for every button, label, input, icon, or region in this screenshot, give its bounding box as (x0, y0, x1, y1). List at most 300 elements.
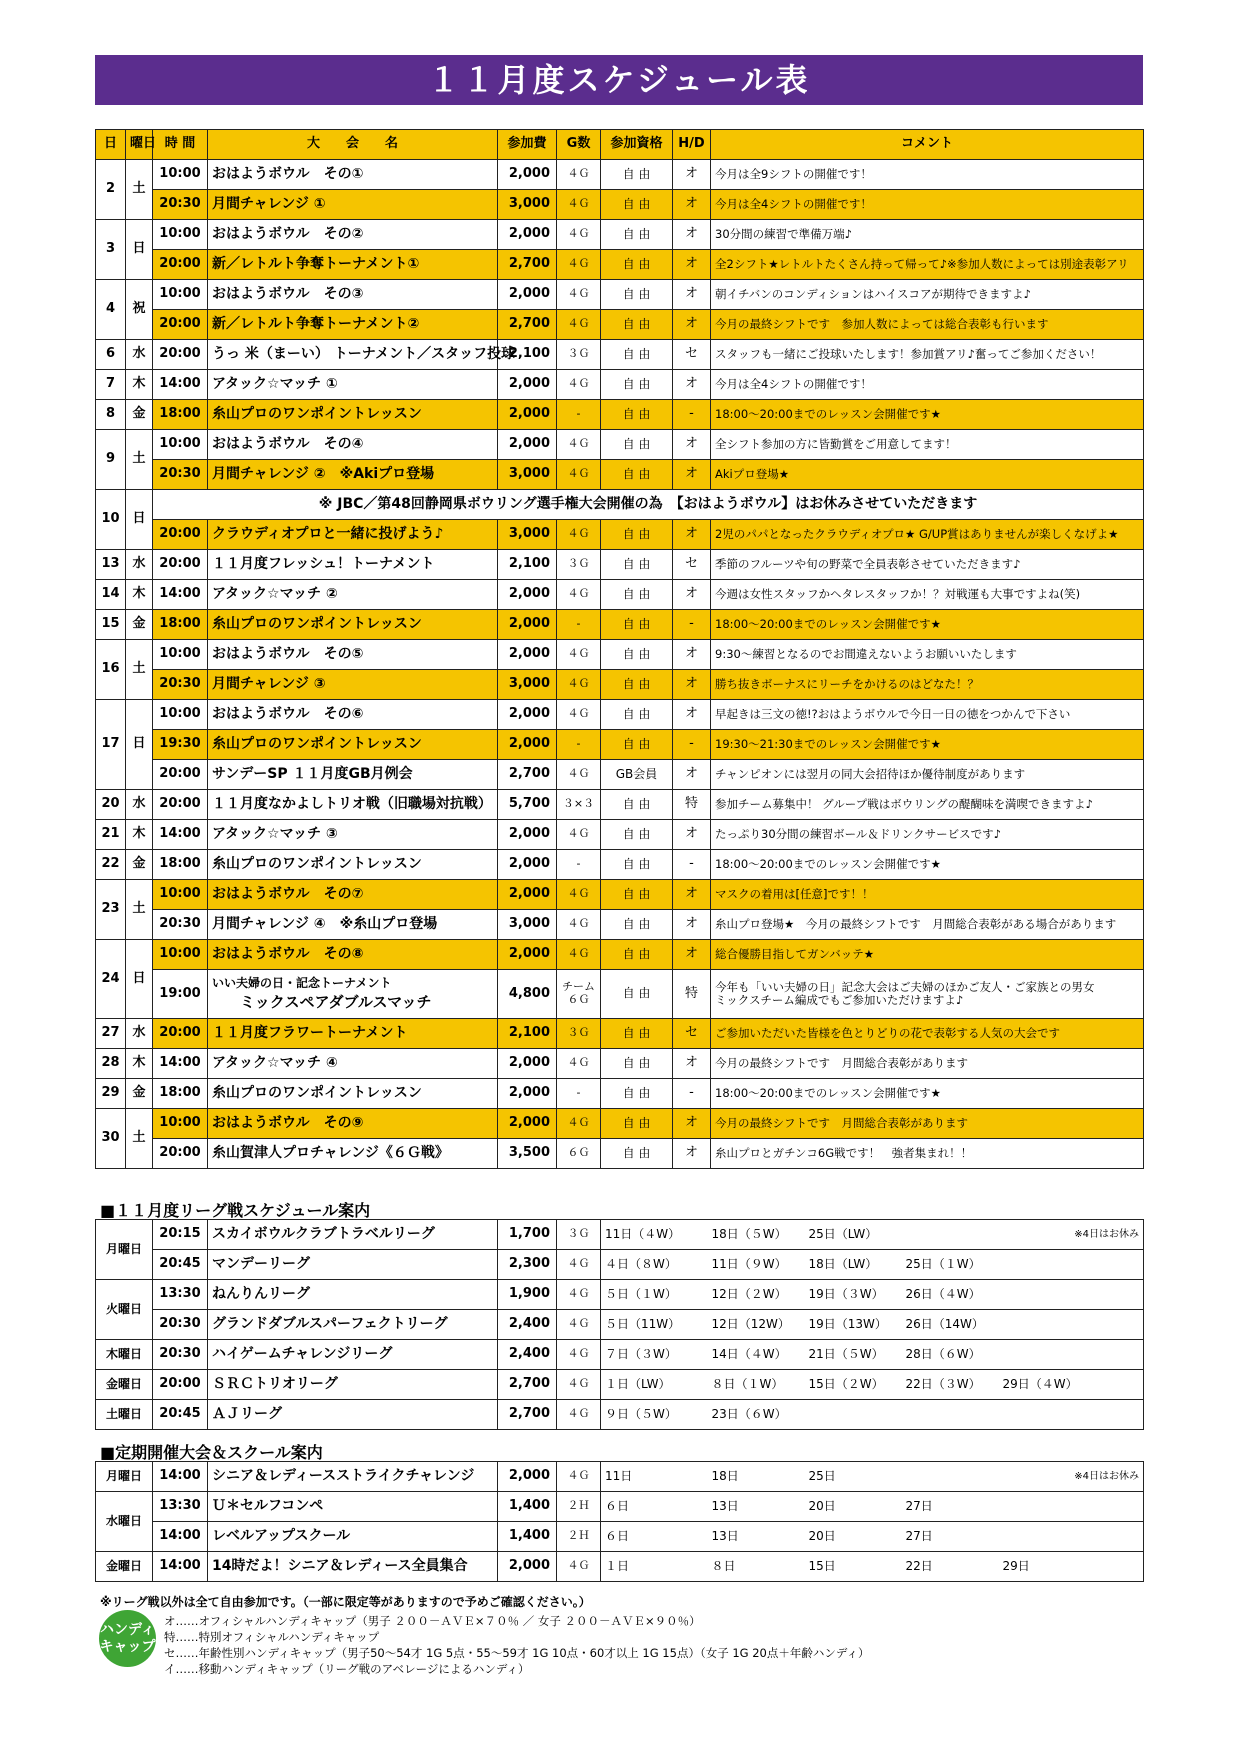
time-cell: 14:00 (153, 1522, 208, 1552)
event-name-cell: うっ 米（まーい） トーナメント／スタッフ投球 (208, 340, 498, 370)
time-cell: 10:00 (153, 940, 208, 970)
dow-cell: 水 (126, 340, 153, 370)
time-cell: 20:00 (153, 250, 208, 280)
games-line2: ６Ｇ (567, 993, 590, 1006)
fee-cell: 1,400 (498, 1492, 557, 1522)
event-name-cell: おはようボウル その③ (208, 280, 498, 310)
time-cell: 20:30 (153, 1340, 208, 1370)
regular-section-title: ■定期開催大会＆スクール案内 (100, 1443, 323, 1462)
comment-cell (711, 970, 1144, 1019)
qualification-cell: 自 由 (601, 640, 673, 670)
schedule-row (96, 1019, 1144, 1049)
handicap-cell: オ (673, 1049, 711, 1079)
time-cell: 20:00 (153, 1139, 208, 1169)
schedule-table (95, 129, 1144, 1169)
fee-cell: 2,000 (498, 220, 557, 250)
header-comment: コメント (711, 130, 1144, 160)
dow-cell: 土 (126, 880, 153, 940)
day-cell: 13 (96, 550, 126, 580)
games-cell: - (557, 730, 601, 760)
handicap-badge-line2: キャップ (99, 1638, 156, 1655)
handicap-badge (99, 1610, 156, 1667)
time-cell: 10:00 (153, 1109, 208, 1139)
fee-cell: 2,000 (498, 640, 557, 670)
header-name: 大 会 名 (208, 130, 498, 160)
handicap-cell: - (673, 850, 711, 880)
date-cell (999, 1400, 1061, 1430)
time-cell: 10:00 (153, 160, 208, 190)
games-cell: ４Ｇ (557, 160, 601, 190)
header-qualification: 参加資格 (601, 130, 673, 160)
event-name-cell: おはようボウル その④ (208, 430, 498, 460)
time-cell: 18:00 (153, 850, 208, 880)
weekday-cell: 月曜日 (96, 1220, 153, 1280)
comment-cell: 18:00～20:00までのレッスン会開催です★ (711, 850, 1144, 880)
fee-cell: 3,000 (498, 190, 557, 220)
fee-cell: 2,000 (498, 580, 557, 610)
comment-cell: 19:30～21:30までのレッスン会開催です★ (711, 730, 1144, 760)
day-cell: 9 (96, 430, 126, 490)
dow-cell: 水 (126, 1019, 153, 1049)
time-cell: 19:00 (153, 970, 208, 1019)
qualification-cell: 自 由 (601, 190, 673, 220)
comment-cell: 2児のパパとなったクラウディオプロ★ G/UP賞はありませんが楽しくなげよ★ (711, 520, 1144, 550)
fee-cell: 2,000 (498, 1109, 557, 1139)
handicap-item: 特……特別オフィシャルハンディキャップ (164, 1630, 380, 1644)
comment-cell: 今月は全4シフトの開催です！ (711, 190, 1144, 220)
event-name-cell: 新／レトルト争奪トーナメント① (208, 250, 498, 280)
fee-cell: 2,000 (498, 610, 557, 640)
games-cell: ４Ｇ (557, 1280, 601, 1310)
dow-cell: 土 (126, 160, 153, 220)
games-cell: ３Ｇ (557, 550, 601, 580)
header-time: 時 間 (153, 130, 208, 160)
time-cell: 13:30 (153, 1492, 208, 1522)
handicap-cell: オ (673, 310, 711, 340)
date-cell (805, 1400, 902, 1430)
qualification-cell: 自 由 (601, 610, 673, 640)
date-cell (999, 1462, 1061, 1492)
note-cell (1061, 1400, 1144, 1430)
handicap-cell: オ (673, 370, 711, 400)
games-cell: ４Ｇ (557, 940, 601, 970)
note-cell (1061, 1492, 1144, 1522)
date-cell: 12日（12W） (708, 1310, 805, 1340)
fee-cell: 2,000 (498, 430, 557, 460)
regular-row (96, 1552, 1144, 1582)
qualification-cell: 自 由 (601, 220, 673, 250)
event-name-cell: 糸山プロのワンポイントレッスン (208, 400, 498, 430)
games-cell: ４Ｇ (557, 220, 601, 250)
schedule-row (96, 1079, 1144, 1109)
comment-cell: 今月は全9シフトの開催です！ (711, 160, 1144, 190)
date-cell: ４日（８W） (601, 1250, 708, 1280)
comment-cell: チャンピオンには翌月の同大会招待ほか優待制度があります (711, 760, 1144, 790)
fee-cell: 2,000 (498, 1552, 557, 1582)
schedule-row (96, 160, 1144, 190)
date-cell (902, 1220, 999, 1250)
note-cell: ※4日はお休み (1061, 1220, 1144, 1250)
games-cell: ４Ｇ (557, 1462, 601, 1492)
time-cell: 14:00 (153, 1552, 208, 1582)
date-cell: 20日 (805, 1492, 902, 1522)
date-cell: 11日（９W） (708, 1250, 805, 1280)
comment-cell: 18:00～20:00までのレッスン会開催です★ (711, 610, 1144, 640)
fee-cell: 1,400 (498, 1522, 557, 1552)
games-cell: ４Ｇ (557, 460, 601, 490)
dow-cell: 木 (126, 580, 153, 610)
qualification-cell: 自 由 (601, 850, 673, 880)
event-name-cell: グランドダブルスパーフェクトリーグ (208, 1310, 498, 1340)
date-cell: 14日（４W） (708, 1340, 805, 1370)
schedule-row (96, 670, 1144, 700)
fee-cell: 2,100 (498, 550, 557, 580)
event-name-cell: アタック☆マッチ ① (208, 370, 498, 400)
event-name-cell: Ｕ＊セルフコンペ (208, 1492, 498, 1522)
fee-cell: 2,700 (498, 1400, 557, 1430)
day-cell: 17 (96, 700, 126, 790)
schedule-row (96, 280, 1144, 310)
time-cell: 20:00 (153, 1370, 208, 1400)
fee-cell: 1,700 (498, 1220, 557, 1250)
dow-cell: 日 (126, 940, 153, 1019)
time-cell: 18:00 (153, 400, 208, 430)
comment-line2: ミックスチーム編成でもご参加いただけますよ♪ (715, 993, 964, 1007)
dow-cell: 土 (126, 430, 153, 490)
date-cell: 27日 (902, 1492, 999, 1522)
games-cell: ４Ｇ (557, 1370, 601, 1400)
day-cell: 21 (96, 820, 126, 850)
schedule-row (96, 820, 1144, 850)
comment-cell: ご参加いただいた皆様を色とりどりの花で表彰する人気の大会です (711, 1019, 1144, 1049)
time-cell: 14:00 (153, 1049, 208, 1079)
qualification-cell: 自 由 (601, 250, 673, 280)
header-fee: 参加費 (498, 130, 557, 160)
schedule-row (96, 400, 1144, 430)
fee-cell: 2,000 (498, 400, 557, 430)
event-name-cell: 糸山プロのワンポイントレッスン (208, 1079, 498, 1109)
qualification-cell: 自 由 (601, 1109, 673, 1139)
event-name-cell: ＡＪリーグ (208, 1400, 498, 1430)
schedule-row (96, 790, 1144, 820)
comment-cell: 今週は女性スタッフかヘタレスタッフか！？対戦運も大事ですよね(笑) (711, 580, 1144, 610)
date-cell (999, 1220, 1061, 1250)
time-cell: 20:45 (153, 1400, 208, 1430)
day-cell: 29 (96, 1079, 126, 1109)
dow-cell: 日 (126, 700, 153, 790)
day-cell: 22 (96, 850, 126, 880)
fee-cell: 2,400 (498, 1340, 557, 1370)
date-cell (999, 1250, 1061, 1280)
games-cell: ４Ｇ (557, 1552, 601, 1582)
games-cell: ４Ｇ (557, 310, 601, 340)
comment-cell: 朝イチバンのコンディションはハイスコアが期待できますよ♪ (711, 280, 1144, 310)
day-cell: 28 (96, 1049, 126, 1079)
comment-cell: 参加チーム募集中！ グループ戦はボウリングの醍醐味を満喫できますよ♪ (711, 790, 1144, 820)
fee-cell: 2,100 (498, 340, 557, 370)
games-cell: ４Ｇ (557, 1250, 601, 1280)
qualification-cell: 自 由 (601, 460, 673, 490)
event-name-cell: レベルアップスクール (208, 1522, 498, 1552)
handicap-cell: オ (673, 1109, 711, 1139)
schedule-row (96, 910, 1144, 940)
league-row (96, 1340, 1144, 1370)
comment-cell: 総合優勝目指してガンバッテ★ (711, 940, 1144, 970)
qualification-cell: 自 由 (601, 790, 673, 820)
handicap-cell: オ (673, 1139, 711, 1169)
schedule-row (96, 700, 1144, 730)
header-games: G数 (557, 130, 601, 160)
date-cell: 22日 (902, 1552, 999, 1582)
time-cell: 20:00 (153, 520, 208, 550)
qualification-cell: 自 由 (601, 310, 673, 340)
weekday-cell: 月曜日 (96, 1462, 153, 1492)
closure-note: ※ JBC／第48回静岡県ボウリング選手権大会開催の為 【おはようボウル】はお休みさせていただきます (153, 490, 1144, 520)
games-cell: ４Ｇ (557, 370, 601, 400)
qualification-cell: 自 由 (601, 430, 673, 460)
qualification-cell: 自 由 (601, 940, 673, 970)
date-cell: 19日（３W） (805, 1280, 902, 1310)
date-cell: ６日 (601, 1492, 708, 1522)
event-name-cell: おはようボウル その① (208, 160, 498, 190)
comment-cell: たっぷり30分間の練習ボール＆ドリンクサービスです♪ (711, 820, 1144, 850)
date-cell: 21日（５W） (805, 1340, 902, 1370)
schedule-row (96, 850, 1144, 880)
games-cell: ４Ｇ (557, 670, 601, 700)
fee-cell: 2,000 (498, 700, 557, 730)
fee-cell: 2,000 (498, 280, 557, 310)
regular-row (96, 1462, 1144, 1492)
event-name-cell: １１月度なかよしトリオ戦（旧職場対抗戦） (208, 790, 498, 820)
footnote: ※リーグ戦以外は全て自由参加です。（一部に限定等がありますので予めご確認ください。） (100, 1595, 591, 1609)
event-name-cell: 新／レトルト争奪トーナメント② (208, 310, 498, 340)
comment-cell: 糸山プロとガチンコ6G戦です！ 強者集まれ！！ (711, 1139, 1144, 1169)
fee-cell: 2,000 (498, 940, 557, 970)
qualification-cell: 自 由 (601, 340, 673, 370)
games-cell: ４Ｇ (557, 430, 601, 460)
event-name-cell: ハイゲームチャレンジリーグ (208, 1340, 498, 1370)
schedule-row (96, 1049, 1144, 1079)
dow-cell: 木 (126, 370, 153, 400)
day-cell: 4 (96, 280, 126, 340)
fee-cell: 2,000 (498, 1462, 557, 1492)
regular-row (96, 1522, 1144, 1552)
league-section-title: ■１１月度リーグ戦スケジュール案内 (100, 1201, 371, 1220)
weekday-cell: 金曜日 (96, 1370, 153, 1400)
time-cell: 20:00 (153, 1019, 208, 1049)
time-cell: 14:00 (153, 820, 208, 850)
date-cell: ７日（３W） (601, 1340, 708, 1370)
comment-cell: 30分間の練習で準備万端♪ (711, 220, 1144, 250)
qualification-cell: 自 由 (601, 550, 673, 580)
date-cell: 11日（４W） (601, 1220, 708, 1250)
date-cell: 28日（６W） (902, 1340, 999, 1370)
date-cell: １日 (601, 1552, 708, 1582)
qualification-cell: 自 由 (601, 970, 673, 1019)
event-name-cell: おはようボウル その⑧ (208, 940, 498, 970)
event-name-cell: アタック☆マッチ ② (208, 580, 498, 610)
date-cell: ９日（５W） (601, 1400, 708, 1430)
comment-cell: 全シフト参加の方に皆勤賞をご用意してます！ (711, 430, 1144, 460)
handicap-cell: オ (673, 940, 711, 970)
fee-cell: 4,800 (498, 970, 557, 1019)
fee-cell: 2,000 (498, 850, 557, 880)
event-name-line1: いい夫婦の日・記念トーナメント (212, 975, 392, 990)
date-cell: 13日 (708, 1522, 805, 1552)
day-cell: 20 (96, 790, 126, 820)
fee-cell: 2,300 (498, 1250, 557, 1280)
date-cell (902, 1400, 999, 1430)
fee-cell: 2,400 (498, 1310, 557, 1340)
games-cell: ４Ｇ (557, 1340, 601, 1370)
note-cell: ※4日はお休み (1061, 1462, 1144, 1492)
schedule-row (96, 190, 1144, 220)
time-cell: 10:00 (153, 220, 208, 250)
schedule-row (96, 430, 1144, 460)
handicap-cell: - (673, 400, 711, 430)
event-name-cell: おはようボウル その⑤ (208, 640, 498, 670)
time-cell: 20:00 (153, 340, 208, 370)
day-cell: 8 (96, 400, 126, 430)
comment-line1: 今年も「いい夫婦の日」記念大会はご夫婦のほかご友人・ご家族との男女 (715, 979, 1095, 994)
event-name-cell: 糸山プロのワンポイントレッスン (208, 610, 498, 640)
note-cell (1061, 1340, 1144, 1370)
comment-cell: 今月の最終シフトです 月間総合表彰があります (711, 1049, 1144, 1079)
event-name-cell: おはようボウル その⑥ (208, 700, 498, 730)
games-cell: ４Ｇ (557, 640, 601, 670)
date-cell: ８日 (708, 1552, 805, 1582)
handicap-cell: オ (673, 880, 711, 910)
note-cell (1061, 1522, 1144, 1552)
qualification-cell: GB会員 (601, 760, 673, 790)
games-cell: ４Ｇ (557, 760, 601, 790)
dow-cell: 金 (126, 400, 153, 430)
handicap-item: オ……オフィシャルハンディキャップ（男子 ２００－ＡＶＥ×７０％ ／ 女子 ２００－ＡＶＥ×９０％） (164, 1614, 701, 1628)
comment-cell: 季節のフルーツや旬の野菜で全員表彰させていただきます♪ (711, 550, 1144, 580)
qualification-cell: 自 由 (601, 700, 673, 730)
date-cell: ５日（１W） (601, 1280, 708, 1310)
time-cell: 20:00 (153, 790, 208, 820)
event-name-cell: おはようボウル その⑨ (208, 1109, 498, 1139)
comment-cell: 9:30～練習となるのでお間違えないようお願いいたします (711, 640, 1144, 670)
league-row (96, 1310, 1144, 1340)
time-cell: 10:00 (153, 700, 208, 730)
dow-cell: 土 (126, 1109, 153, 1169)
weekday-cell: 水曜日 (96, 1492, 153, 1552)
games-cell: ３Ｇ (557, 340, 601, 370)
fee-cell: 2,000 (498, 880, 557, 910)
comment-cell: 今月は全4シフトの開催です！ (711, 370, 1144, 400)
games-cell: ４Ｇ (557, 520, 601, 550)
comment-cell: Akiプロ登場★ (711, 460, 1144, 490)
event-name-cell (208, 970, 498, 1019)
games-cell: ２Ｈ (557, 1522, 601, 1552)
dow-cell: 木 (126, 1049, 153, 1079)
date-cell: 29日（４W） (999, 1370, 1061, 1400)
time-cell: 13:30 (153, 1280, 208, 1310)
schedule-row (96, 880, 1144, 910)
games-cell: - (557, 400, 601, 430)
fee-cell: 2,000 (498, 1079, 557, 1109)
games-cell: ３Ｇ (557, 1019, 601, 1049)
day-cell: 10 (96, 490, 126, 550)
fee-cell: 3,000 (498, 910, 557, 940)
dow-cell: 水 (126, 550, 153, 580)
schedule-row (96, 640, 1144, 670)
qualification-cell: 自 由 (601, 1019, 673, 1049)
dow-cell: 金 (126, 610, 153, 640)
time-cell: 20:00 (153, 550, 208, 580)
day-cell: 14 (96, 580, 126, 610)
event-name-cell: クラウディオプロと一緒に投げよう♪ (208, 520, 498, 550)
games-cell: ４Ｇ (557, 910, 601, 940)
event-name-cell: ねんりんリーグ (208, 1280, 498, 1310)
league-row (96, 1370, 1144, 1400)
date-cell: 26日（４W） (902, 1280, 999, 1310)
date-cell: 15日 (805, 1552, 902, 1582)
handicap-cell: - (673, 730, 711, 760)
time-cell: 10:00 (153, 640, 208, 670)
page-title: １１月度スケジュール表 (95, 55, 1143, 105)
fee-cell: 2,100 (498, 1019, 557, 1049)
date-cell: 13日 (708, 1492, 805, 1522)
date-cell: １日（LW） (601, 1370, 708, 1400)
date-cell: 27日 (902, 1522, 999, 1552)
dow-cell: 日 (126, 490, 153, 550)
qualification-cell: 自 由 (601, 880, 673, 910)
day-cell: 7 (96, 370, 126, 400)
event-name-cell: １１月度フレッシュ！トーナメント (208, 550, 498, 580)
date-cell: 15日（２W） (805, 1370, 902, 1400)
dow-cell: 日 (126, 220, 153, 280)
event-name-cell: シニア＆レディースストライクチャレンジ (208, 1462, 498, 1492)
games-cell: ３Ｇ (557, 1220, 601, 1250)
event-name-cell: アタック☆マッチ ④ (208, 1049, 498, 1079)
handicap-cell: セ (673, 550, 711, 580)
games-cell: ４Ｇ (557, 580, 601, 610)
comment-cell: 早起きは三文の徳!?おはようボウルで今日一日の徳をつかんで下さい (711, 700, 1144, 730)
date-cell: ８日（１W） (708, 1370, 805, 1400)
handicap-cell: オ (673, 760, 711, 790)
qualification-cell: 自 由 (601, 1049, 673, 1079)
fee-cell: 2,700 (498, 760, 557, 790)
date-cell (999, 1492, 1061, 1522)
header-handicap: H/D (673, 130, 711, 160)
schedule-row (96, 490, 1144, 520)
schedule-row (96, 310, 1144, 340)
time-cell: 20:30 (153, 190, 208, 220)
note-cell (1061, 1250, 1144, 1280)
schedule-header-row (96, 130, 1144, 160)
handicap-cell: オ (673, 190, 711, 220)
games-cell: - (557, 610, 601, 640)
schedule-row (96, 460, 1144, 490)
schedule-row (96, 550, 1144, 580)
fee-cell: 2,000 (498, 160, 557, 190)
fee-cell: 1,900 (498, 1280, 557, 1310)
qualification-cell: 自 由 (601, 1079, 673, 1109)
date-cell: 25日（LW） (805, 1220, 902, 1250)
note-cell (1061, 1280, 1144, 1310)
handicap-cell: オ (673, 640, 711, 670)
time-cell: 20:45 (153, 1250, 208, 1280)
handicap-cell: オ (673, 250, 711, 280)
league-row (96, 1280, 1144, 1310)
weekday-cell: 火曜日 (96, 1280, 153, 1340)
day-cell: 16 (96, 640, 126, 700)
date-cell: 18日（LW） (805, 1250, 902, 1280)
schedule-row (96, 370, 1144, 400)
